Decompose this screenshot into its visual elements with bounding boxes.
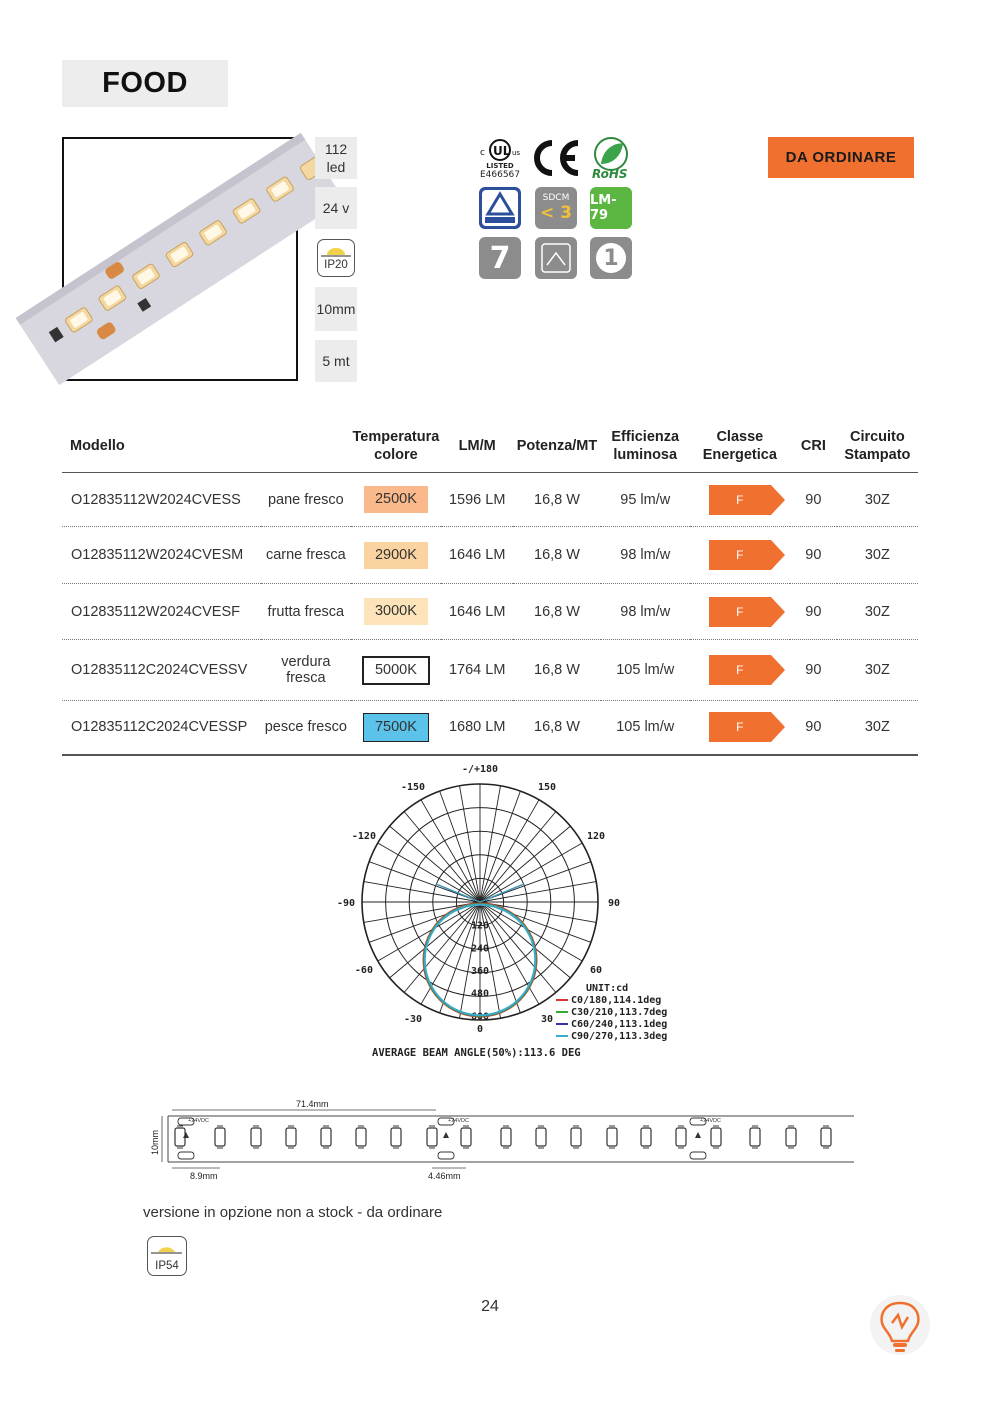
header-energy-line2: Energetica xyxy=(702,447,777,463)
energy-class-arrow: F xyxy=(709,485,771,515)
food-type: verdura fresca xyxy=(261,640,350,701)
polar-legend-item xyxy=(556,994,667,1006)
solder-pad xyxy=(178,1152,194,1159)
polar-angle-label: 30 xyxy=(540,1014,554,1026)
ul-listed-text: LISTED xyxy=(486,162,514,170)
cri-value: 90 xyxy=(790,473,837,527)
polar-angle-label: 60 xyxy=(590,965,603,976)
temperature-badge: 2500K xyxy=(364,486,428,513)
energy-class-arrow: F xyxy=(709,540,771,570)
svg-text:RoHS: RoHS xyxy=(592,167,628,181)
color-temperature xyxy=(351,527,442,584)
cut-mark-icon xyxy=(695,1132,701,1138)
power-per-meter: 16,8 W xyxy=(513,640,601,701)
polar-legend-item xyxy=(556,1006,667,1018)
light-icon xyxy=(148,1240,185,1260)
svg-text:UL: UL xyxy=(493,144,511,158)
model-code: O12835112C2024CVESSP xyxy=(62,701,261,755)
legend-label: C60/240,113.1deg xyxy=(571,1018,668,1030)
spec-width: 10mm xyxy=(315,287,357,331)
led-chip xyxy=(786,1128,796,1146)
food-type: carne fresca xyxy=(261,527,350,584)
legend-label: C90/270,113.3deg xyxy=(571,1030,668,1042)
table-row xyxy=(62,640,918,701)
luminous-efficiency: 98 lm/w xyxy=(601,584,690,640)
led-chip xyxy=(536,1128,546,1146)
luminous-efficiency: 98 lm/w xyxy=(601,527,690,584)
led-chip xyxy=(461,1128,471,1146)
lumens-per-meter: 1646 LM xyxy=(441,527,513,584)
power-per-meter: 16,8 W xyxy=(513,701,601,755)
model-code: O12835112W2024CVESF xyxy=(62,584,261,640)
rohs-icon xyxy=(590,137,632,179)
led-chip xyxy=(215,1128,225,1146)
cut-mark-icon xyxy=(443,1132,449,1138)
polar-ring-label: 360 xyxy=(470,965,490,977)
ul-listed-icon xyxy=(476,137,524,181)
ip20-label: IP20 xyxy=(324,259,348,271)
circuit-value: 30Z xyxy=(837,584,918,640)
cut-mark-icon xyxy=(183,1132,189,1138)
strip-diagram xyxy=(146,1098,858,1184)
energy-class xyxy=(690,527,790,584)
power-per-meter: 16,8 W xyxy=(513,527,601,584)
polar-diagram xyxy=(330,764,680,1065)
footnote: versione in opzione non a stock - da ordinare xyxy=(143,1204,443,1221)
food-type: frutta fresca xyxy=(261,584,350,640)
polar-unit: UNIT:cd xyxy=(586,983,629,994)
color-temperature xyxy=(351,701,442,755)
header-circuit-line2: Stampato xyxy=(844,447,911,463)
polar-angle-label: -120 xyxy=(351,831,376,842)
header-circuit xyxy=(837,420,918,473)
spec-voltage: 24 v xyxy=(315,187,357,229)
led-chip xyxy=(641,1128,651,1146)
polar-angle-label: 150 xyxy=(537,781,557,793)
model-code: O12835112W2024CVESS xyxy=(62,473,261,527)
model-code: O12835112W2024CVESM xyxy=(62,527,261,584)
terminal-label: +24VDC xyxy=(700,1118,721,1124)
header-model: Modello xyxy=(62,420,261,473)
energy-class xyxy=(690,584,790,640)
cri-value: 90 xyxy=(790,584,837,640)
header-lm: LM/M xyxy=(441,420,513,473)
cri-value: 90 xyxy=(790,701,837,755)
polar-angle-label: -90 xyxy=(336,898,356,909)
food-type: pesce fresco xyxy=(261,701,350,755)
header-energy-class xyxy=(690,420,790,473)
header-cri: CRI xyxy=(790,420,837,473)
cut-length-label: 71.4mm xyxy=(296,1099,329,1109)
ul-code: E466567 xyxy=(479,170,521,180)
energy-class xyxy=(690,473,790,527)
energy-class-arrow: F xyxy=(709,597,771,627)
temperature-badge: 3000K xyxy=(364,598,428,625)
led-chip xyxy=(750,1128,760,1146)
lm79-icon: LM-79 xyxy=(590,187,632,229)
legend-label: C0/180,114.1deg xyxy=(571,994,662,1006)
polar-ring-label: 480 xyxy=(470,988,490,1000)
luminous-efficiency: 95 lm/w xyxy=(601,473,690,527)
ip54-icon xyxy=(147,1236,187,1276)
header-eff-line2: luminosa xyxy=(613,447,678,463)
spec-ip-rating xyxy=(315,237,357,279)
cri-value: 90 xyxy=(790,527,837,584)
energy-class xyxy=(690,701,790,755)
led-count-unit: led xyxy=(326,159,346,175)
polar-angle-label: 120 xyxy=(587,831,606,842)
certifications-grid xyxy=(476,137,646,282)
led-chip xyxy=(607,1128,617,1146)
ce-mark-icon xyxy=(530,137,582,179)
led-count-value: 112 xyxy=(324,141,348,157)
lumens-per-meter: 1680 LM xyxy=(441,701,513,755)
polar-angle-label: 0 xyxy=(476,1024,484,1035)
polar-angle-label: -150 xyxy=(400,781,426,793)
header-temp-line2: colore xyxy=(374,447,418,463)
polar-angle-label: 90 xyxy=(607,898,621,909)
color-temperature xyxy=(351,640,442,701)
table-row xyxy=(62,584,918,640)
lumens-per-meter: 1646 LM xyxy=(441,584,513,640)
beam-angle-caption: AVERAGE BEAM ANGLE(50%):113.6 DEG xyxy=(372,1047,581,1059)
sdcm-label: SDCM xyxy=(542,193,570,203)
terminal-label: +24VDC xyxy=(448,1118,469,1124)
luminous-efficiency: 105 lm/w xyxy=(601,640,690,701)
legend-swatch xyxy=(556,1023,568,1025)
led-chip xyxy=(501,1128,511,1146)
strip-height-label: 10mm xyxy=(150,1129,160,1155)
order-button[interactable]: DA ORDINARE xyxy=(768,137,914,178)
table-header-row xyxy=(62,420,918,473)
bin-icon xyxy=(590,237,632,279)
header-efficiency xyxy=(601,420,690,473)
lumens-per-meter: 1596 LM xyxy=(441,473,513,527)
legend-label: C30/210,113.7deg xyxy=(571,1006,668,1018)
legend-swatch xyxy=(556,1035,568,1037)
polar-angle-label: -60 xyxy=(354,965,373,976)
solder-pad xyxy=(690,1152,706,1159)
header-power: Potenza/MT xyxy=(513,420,601,473)
led-chip xyxy=(286,1128,296,1146)
temperature-badge: 5000K xyxy=(362,656,430,685)
led-chip xyxy=(711,1128,721,1146)
page-title: FOOD xyxy=(62,60,228,107)
legend-swatch xyxy=(556,1011,568,1013)
header-eff-line1: Efficienza xyxy=(611,429,680,445)
segment-label: 4.46mm xyxy=(428,1171,461,1181)
sdcm-icon xyxy=(535,187,577,229)
circuit-value: 30Z xyxy=(837,527,918,584)
polar-legend-item xyxy=(556,1018,667,1030)
header-energy-line1: Classe xyxy=(716,429,764,445)
pitch-label: 8.9mm xyxy=(190,1171,218,1181)
led-chip xyxy=(251,1128,261,1146)
terminal-label: +24VDC xyxy=(188,1118,209,1124)
led-chip xyxy=(676,1128,686,1146)
polar-ring-label: 600 xyxy=(470,1011,490,1023)
color-temperature xyxy=(351,473,442,527)
led-chip xyxy=(821,1128,831,1146)
energy-class-arrow: F xyxy=(709,712,771,742)
led-chip xyxy=(391,1128,401,1146)
power-per-meter: 16,8 W xyxy=(513,584,601,640)
header-temp-line1: Temperatura xyxy=(352,429,440,445)
tuv-rheinland-icon xyxy=(479,187,521,229)
led-chip xyxy=(427,1128,437,1146)
sdcm-value: < 3 xyxy=(540,203,572,223)
luminous-efficiency: 105 lm/w xyxy=(601,701,690,755)
temperature-badge: 7500K xyxy=(363,713,429,742)
polar-ring-label: 120 xyxy=(470,920,490,932)
polar-angle-label: -30 xyxy=(403,1014,423,1026)
model-code: O12835112C2024CVESSV xyxy=(62,640,261,701)
polar-angle-label: -/+180 xyxy=(461,764,499,775)
energy-class-arrow: F xyxy=(709,655,771,685)
led-chip xyxy=(321,1128,331,1146)
product-table xyxy=(62,420,918,756)
page-number: 24 xyxy=(481,1298,499,1315)
legend-swatch xyxy=(556,999,568,1001)
header-temperature xyxy=(351,420,442,473)
product-image xyxy=(62,137,298,381)
led-chip xyxy=(571,1128,581,1146)
table-row xyxy=(62,701,918,755)
power-per-meter: 16,8 W xyxy=(513,473,601,527)
polar-ring-label: 240 xyxy=(470,943,490,955)
warranty-icon: 7 xyxy=(479,237,521,279)
lumens-per-meter: 1764 LM xyxy=(441,640,513,701)
circuit-value: 30Z xyxy=(837,701,918,755)
brand-logo-icon xyxy=(862,1297,938,1357)
table-row xyxy=(62,527,918,584)
cri-value: 90 xyxy=(790,640,837,701)
header-circuit-line1: Circuito xyxy=(849,429,905,445)
solder-pad xyxy=(438,1152,454,1159)
spec-length: 5 mt xyxy=(315,340,357,382)
ip54-label: IP54 xyxy=(155,1260,179,1272)
food-type: pane fresco xyxy=(261,473,350,527)
color-temperature xyxy=(351,584,442,640)
energy-class xyxy=(690,640,790,701)
temperature-badge: 2900K xyxy=(364,542,428,569)
circuit-value: 30Z xyxy=(837,640,918,701)
svg-text:us: us xyxy=(512,149,521,157)
circuit-value: 30Z xyxy=(837,473,918,527)
polar-ring-label: 0 xyxy=(476,898,484,909)
beam-angle-icon xyxy=(535,237,577,279)
svg-text:c: c xyxy=(480,148,485,158)
table-row xyxy=(62,473,918,527)
bin-value: 1 xyxy=(596,243,626,273)
spec-led-count xyxy=(315,137,357,179)
led-chip xyxy=(356,1128,366,1146)
polar-legend-item xyxy=(556,1030,667,1042)
